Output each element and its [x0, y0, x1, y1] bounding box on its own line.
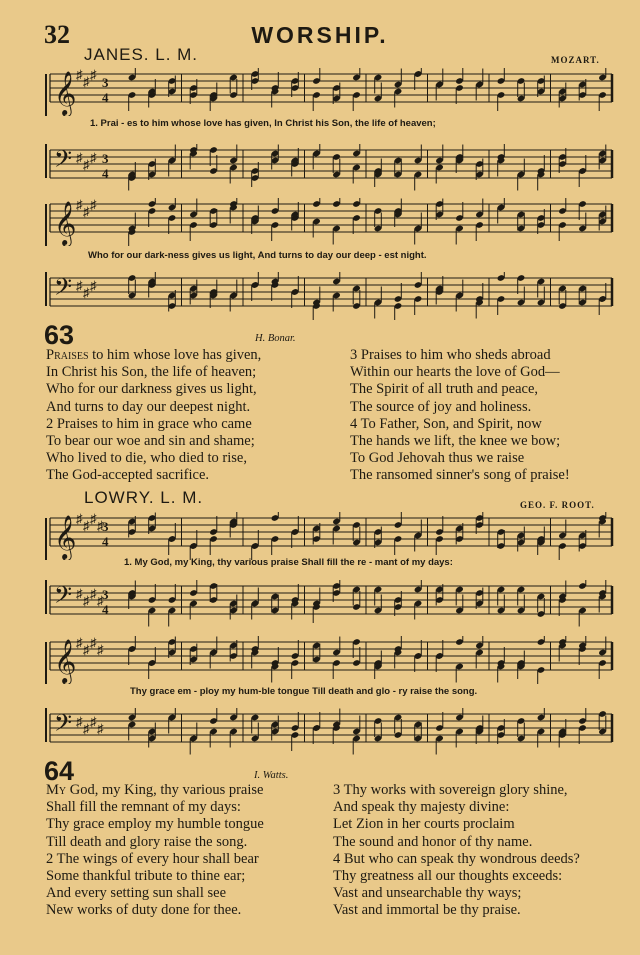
verse-line: The Spirit of all truth and peace,: [350, 381, 539, 398]
page-number: 32: [44, 20, 70, 49]
hymn-author: I. Watts.: [254, 770, 289, 781]
verse-first-line: [333, 851, 580, 868]
tune-name: JANES. L. M.: [84, 45, 199, 64]
verse-line: Thy grace employ my humble tongue: [46, 816, 264, 833]
verse-column-left: [46, 347, 261, 485]
verse-line: Who for our darkness gives us light,: [46, 381, 257, 398]
verse-line: And every setting sun shall see: [46, 885, 227, 902]
verse-first-line: [46, 782, 264, 799]
svg-text:♯: ♯: [83, 157, 90, 172]
music-lyric-line: Thy grace em - ploy my hum-ble tongue Till death and glo - ry raise the song.: [130, 686, 478, 697]
verse-first-line: [350, 416, 570, 433]
section-title: WORSHIP.: [251, 22, 389, 48]
svg-text:♯: ♯: [97, 518, 104, 533]
music-system-bass: [0, 580, 640, 628]
verse-first-word: 4 To: [350, 415, 376, 432]
svg-text:𝄢: 𝄢: [54, 581, 73, 614]
svg-text:♯: ♯: [76, 636, 83, 650]
svg-text:♯: ♯: [90, 636, 97, 650]
svg-text:♯: ♯: [90, 714, 97, 729]
hymn-author: H. Bonar.: [255, 333, 296, 344]
svg-text:♯: ♯: [83, 593, 90, 608]
svg-text:4: 4: [102, 602, 109, 617]
svg-text:♯: ♯: [83, 74, 90, 89]
svg-text:♯: ♯: [90, 512, 97, 526]
verse-first-word: 3 Praises: [350, 347, 402, 363]
music-system-bass: [0, 708, 640, 756]
svg-text:♯: ♯: [76, 586, 83, 601]
svg-text:♯: ♯: [97, 721, 104, 736]
svg-text:♯: ♯: [90, 586, 97, 601]
verse-first-word: 4 But: [333, 850, 365, 867]
music-system-treble: [0, 68, 640, 116]
music-lyric-line: Who for our dark-ness gives us light, And turns to day our deep - est night.: [88, 250, 427, 261]
verse-first-line: [46, 851, 264, 868]
verse-line: Who lived to die, who died to rise,: [46, 450, 247, 467]
music-system-bass: [0, 144, 640, 192]
svg-text:𝄢: 𝄢: [54, 273, 73, 306]
verse-rest: Father, Son, and Spirit, now: [375, 415, 542, 432]
svg-text:♯: ♯: [76, 150, 83, 165]
svg-text:𝄢: 𝄢: [54, 145, 73, 178]
music-system-treble: [0, 636, 640, 684]
hymn-number: 64: [44, 756, 75, 786]
svg-text:𝄞: 𝄞: [54, 71, 77, 115]
svg-text:3: 3: [102, 151, 109, 166]
verse-first-word: 2 Praises: [46, 415, 98, 432]
verse-column-left: [46, 782, 264, 920]
verse-rest: God, my King, thy various praise: [66, 782, 264, 798]
verse-first-word: 2 The: [46, 850, 80, 867]
verse-line: The God-accepted sacrifice.: [46, 467, 210, 484]
verse-line: And speak thy majesty divine:: [333, 799, 510, 816]
verse-line: And turns to day our deepest night.: [46, 398, 251, 415]
svg-text:♯: ♯: [97, 593, 104, 608]
verse-line: Till death and glory raise the song.: [46, 833, 248, 850]
verse-first-word: Praises: [46, 347, 89, 363]
svg-text:4: 4: [102, 90, 109, 105]
music-lyric-line: 1. Prai - es to him whose love has given, In Christ his Son, the life of heaven;: [90, 118, 436, 129]
composer: GEO. F. ROOT.: [520, 500, 595, 510]
verse-line: Vast and immortal be thy praise.: [333, 902, 521, 919]
music-lyric-line: 1. My God, my King, thy various praise Shall fill the re - mant of my days:: [124, 557, 453, 568]
verse-line: The source of joy and holiness.: [350, 398, 532, 415]
svg-text:♯: ♯: [76, 278, 83, 293]
verse-line: New works of duty done for thee.: [46, 902, 242, 919]
verse-rest: works with sovereign glory shine,: [366, 782, 568, 798]
verse-first-word: My: [46, 782, 67, 798]
verse-line: Thy greatness all our thoughts exceeds:: [333, 868, 563, 885]
verse-line: Within our hearts the love of God—: [350, 364, 560, 381]
svg-text:♯: ♯: [76, 714, 83, 729]
verse-line: The sound and honor of thy name.: [333, 833, 533, 850]
svg-text:♯: ♯: [76, 68, 83, 82]
svg-text:♯: ♯: [90, 150, 97, 165]
verse-rest: to him whose love has given,: [88, 347, 262, 363]
verse-line: Let Zion in her courts proclaim: [333, 816, 515, 833]
verse-rest: to him who sheds abroad: [401, 347, 551, 363]
composer: MOZART.: [551, 55, 600, 65]
verse-line: Shall fill the remnant of my days:: [46, 799, 241, 816]
verse-rest: wings of every hour shall bear: [79, 850, 259, 867]
hymn-number: 63: [44, 320, 75, 350]
svg-text:♯: ♯: [83, 721, 90, 736]
music-system-bass: [0, 272, 640, 320]
svg-text:♯: ♯: [76, 198, 83, 212]
verse-line: Vast and unsearchable thy ways;: [333, 885, 522, 902]
svg-text:♯: ♯: [90, 68, 97, 82]
verse-column-right: [333, 782, 580, 920]
verse-first-line: [46, 416, 261, 433]
verse-line: To God Jehovah thus we raise: [350, 450, 525, 467]
svg-text:4: 4: [102, 166, 109, 181]
svg-text:♯: ♯: [83, 204, 90, 219]
svg-text:𝄞: 𝄞: [54, 639, 77, 683]
verse-first-word: 3 Thy: [333, 782, 367, 798]
svg-text:♯: ♯: [76, 512, 83, 526]
svg-text:♯: ♯: [90, 278, 97, 293]
verse-rest: who can speak thy wondrous deeds?: [364, 850, 580, 867]
svg-text:3: 3: [102, 519, 109, 534]
verse-line: Some thankful tribute to thine ear;: [46, 868, 246, 885]
verse-first-line: [46, 347, 261, 364]
music-system-treble: [0, 512, 640, 560]
verse-line: In Christ his Son, the life of heaven;: [46, 364, 257, 381]
svg-text:♯: ♯: [83, 518, 90, 533]
music-system-treble: [0, 198, 640, 246]
svg-text:3: 3: [102, 587, 109, 602]
svg-text:♯: ♯: [83, 285, 90, 300]
tune-name: LOWRY. L. M.: [84, 488, 204, 507]
verse-first-line: [333, 782, 580, 799]
verse-rest: to him in grace who came: [97, 415, 252, 432]
verse-line: The ransomed sinner's song of praise!: [350, 467, 570, 484]
svg-text:4: 4: [102, 534, 109, 549]
svg-text:𝄞: 𝄞: [54, 201, 77, 245]
svg-text:♯: ♯: [97, 642, 104, 657]
verse-line: The hands we lift, the knee we bow;: [350, 433, 561, 450]
svg-text:𝄢: 𝄢: [54, 709, 73, 742]
svg-text:𝄞: 𝄞: [54, 515, 77, 559]
verse-column-right: [350, 347, 570, 485]
svg-text:♯: ♯: [90, 198, 97, 212]
verse-first-line: [350, 347, 570, 364]
svg-text:♯: ♯: [83, 642, 90, 657]
verse-line: To bear our woe and sin and shame;: [46, 433, 255, 450]
svg-text:3: 3: [102, 75, 109, 90]
